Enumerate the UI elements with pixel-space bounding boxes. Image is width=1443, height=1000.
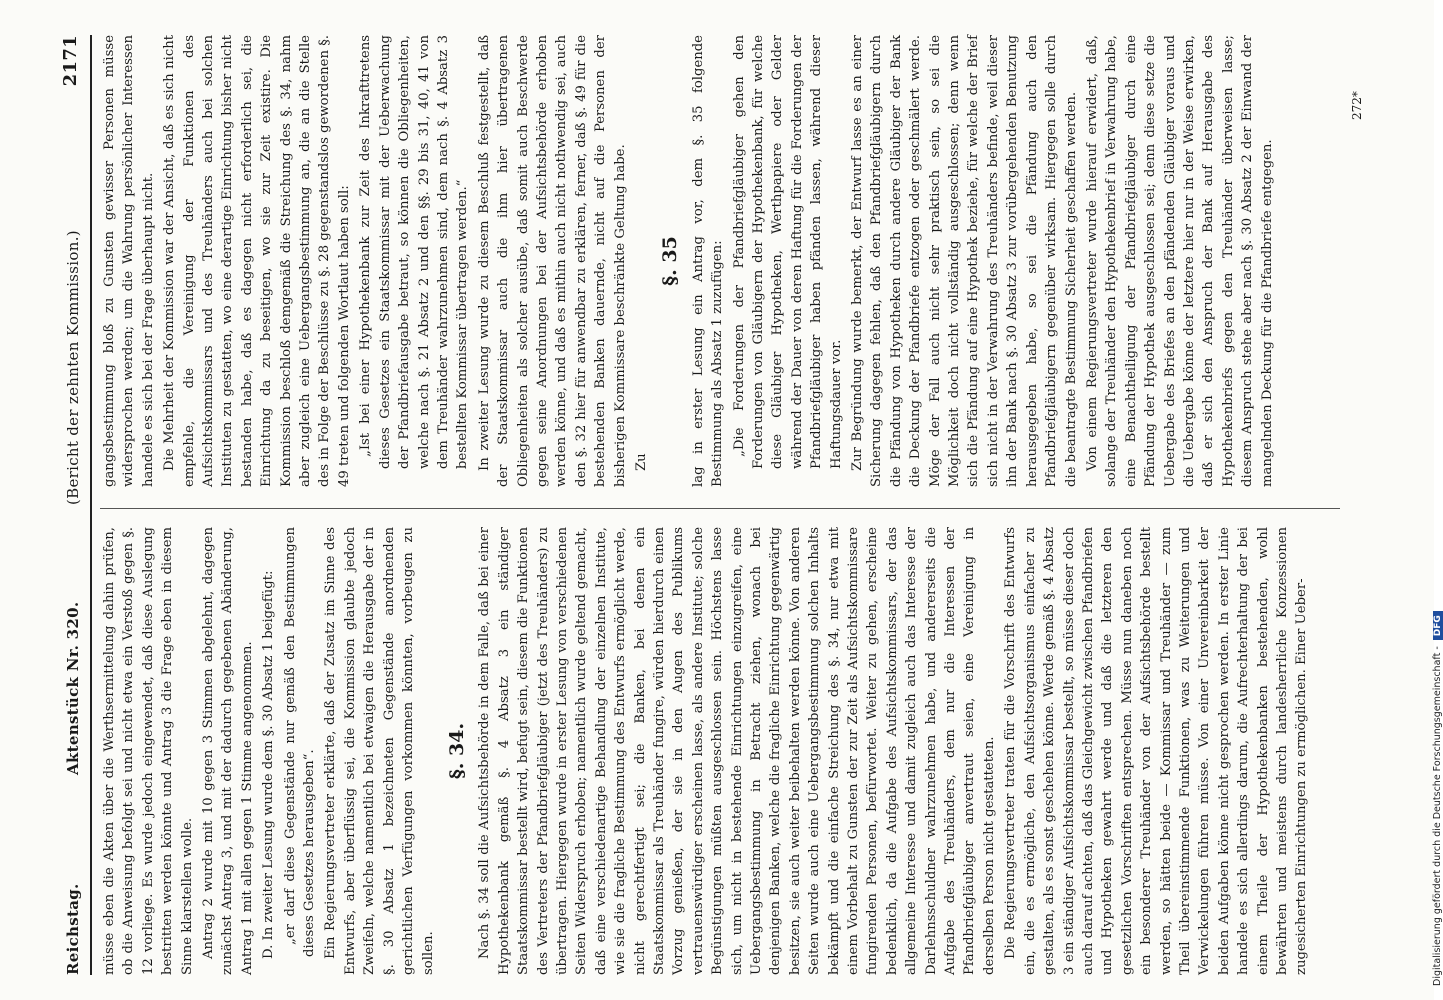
column-divider: [100, 508, 1340, 509]
paragraph: Zur Begründung wurde bemerkt, der Entwurf lasse es an einer Sicherung dagegen fehlen, daß den Pfandbriefgläubigern durch die Pfändung von Hypotheken durch andere Gläubiger der Bank die Deckung der Pfandbriefe entzogen oder geschmälert werde. Möge der Fall auch nicht sehr praktisch sein, so sei die Möglichkeit doch nicht vollständig ausgeschlossen; denn wenn sich die Pfändung auf eine Hypothek beziehe, für welche der Brief sich nicht in der Verwahrung des Treuhänders befinde, weil dieser ihn der Bank nach §. 30 Absatz 3 zur vorübergehenden Benutzung herausgegeben habe, so sei die Pfändung auch den Pfandbriefgläubigern gegenüber wirksam. Hiergegen solle durch die beantragte Bestimmung Sicherheit geschaffen werden.: [850, 35, 1079, 487]
paragraph: Nach §. 34 soll die Aufsichtsbehörde in dem Falle, daß bei einer Hypothekenbank gemäß §. 4 Absatz 3 ein ständiger Staatskommissar bestellt wird, befugt sein, diesem die Funktionen des Vertreters der Pfandbriefgläubiger (jetzt des Treuhänders) zu übertragen. Hiergegen wurde in erster Lesung von verschiedenen Seiten Widerspruch erhoben; namentlich wurde geltend gemacht, daß eine verschiedenartige Behandlung der einzelnen Institute, wie sie die fragliche Bestimmung des Entwurfs ermöglicht werde, nicht gerechtfertigt sei; die Banken, bei denen ein Staatskommissar als Treuhänder fungire, würden hierdurch einen Vorzug genießen, der sie in den Augen des Publikums vertrauenswürdiger erscheinen lasse, als andere Institute; solche Begünstigungen müßten ausgeschlossen sein. Höchstens lasse sich, um nicht in bestehende Einrichtungen einzugreifen, eine Uebergangsbestimmung in Betracht ziehen, wonach bei denjenigen Banken, welche die fragliche Einrichtung gegenwärtig besitzen, sie auch weiter beibehalten werden könne. Von anderen Seiten wurde auch eine Uebergangsbestimmung solchen Inhalts bekämpft und die einfache Streichung des §. 34, nur etwa mit einem Vorbehalt zu Gunsten der zur Zeit als Aufsichtskommissare fungirenden Personen, befürwortet. Weiter zu gehen, erscheine bedenklich, da die Aufgabe des Aufsichtskommissars, der das allgemeine Interesse und damit zugleich auch das Interesse der Darlehnsschuldner wahrzunehmen habe, und andererseits die Aufgabe des Treuhänders, dem nur die Interessen der Pfandbriefgläubiger anvertraut seien, eine Vereinigung in derselben Person nicht gestatteten.: [477, 527, 997, 975]
paragraph: Die Mehrheit der Kommission war der Ansicht, daß es sich nicht empfehle, die Vereinigung der Funktionen des Aufsichtskommissars und des Treuhänders auch bei solchen Instituten zu gestatten, wo eine derartige Einrichtung bisher nicht bestanden habe, daß es dagegen nicht erforderlich sei, die Einrichtung da zu beseitigen, wo sie zur Zeit existire. Die Kommission beschloß demgemäß die Streichung des §. 34, nahm aber zugleich eine Uebergangsbestimmung an, die an die Stelle des in Folge der Beschlüsse zu §. 28 gegenstandslos gewordenen §. 49 treten und folgenden Wortlaut haben soll:: [162, 35, 352, 487]
signature-mark: 272*: [1350, 91, 1364, 120]
section-heading: §. 35: [659, 236, 682, 286]
header-report-title: (Bericht der zehnten Kommission.): [64, 230, 82, 505]
paragraph: D. In zweiter Lesung wurde dem §. 30 Absatz 1 beigefügt:: [261, 570, 277, 959]
paragraph: In zweiter Lesung wurde zu diesem Beschluß festgestellt, daß der Staatskommissar auch die ihm hier übertragenen Obliegenheiten als solcher ausübe, daß somit auch Beschwerde gegen seine Anordnungen bei der Aufsichtsbehörde erhoben werden könne, und daß es mithin auch nicht nothwendig sei, auch den §. 32 hier für anwendbar zu erklären, ferner, daß §. 49 für die bestehenden Banken dauernde, nicht auf die Personen der bisherigen Kommissare beschränkte Geltung habe.: [476, 35, 628, 487]
header-document-number: Aktenstück Nr. 320.: [64, 601, 82, 775]
page-number: 2171: [60, 35, 81, 87]
paragraph: lag in erster Lesung ein Antrag vor, dem §. 35 folgende Bestimmung als Absatz 1 zuzufügen:: [690, 35, 726, 487]
quoted-paragraph: „Ist bei einer Hypothekenbank zur Zeit des Inkrafttretens dieses Gesetzes ein Staatskommissar mit der Ueberwachung der Pfandbriefausgabe betraut, so können die Obliegenheiten, welche nach §. 21 Absatz 2 und den §§. 29 bis 31, 40, 41 von dem Treuhänder wahrzunehmen sind, dem nach §. 4 Absatz 3 bestellten Kommissar übertragen werden.“: [358, 35, 471, 469]
paragraph: Die Regierungsvertreter traten für die Vorschrift des Entwurfs ein, die es ermögliche, den Aufsichtsorganismus einfacher zu gestalten, als es sonst geschehen könne. Werde gemäß §. 4 Absatz 3 ein ständiger Aufsichtskommissar bestellt, so müsse dieser doch auch darauf achten, daß das Gleichgewicht zwischen Pfandbriefen und Hypotheken gewahrt werde und daß die letzteren den gesetzlichen Vorschriften entsprechen. Müsse nun daneben noch ein besonderer Treuhänder von der Aufsichtsbehörde bestellt werden, so hätten beide — Kommissar und Treuhänder — zum Theil übereinstimmende Funktionen, was zu Weiterungen und Verwickelungen führen müsse. Von einer Unvereinbarkeit der beiden Aufgaben könne nicht gesprochen werden. In erster Linie handele es sich allerdings darum, die Aufrechterhaltung der bei einem Theile der Hypothekenbanken bestehenden, wohl bewährten und meistens durch landesherrliche Konzessionen zugesicherten Einrichtungen zu ermöglichen. Einer Ueber-: [1003, 527, 1310, 975]
right-column: [100, 35, 1370, 487]
header-rule: [90, 35, 92, 975]
section-heading: §. 34.: [445, 722, 468, 780]
funding-text: Digitalisierung gefördert durch die Deutsche Forschungsgemeinschaft -: [1432, 646, 1443, 986]
page-header: [60, 35, 90, 975]
digitization-note: [1418, 6, 1443, 996]
paragraph: Zu: [633, 453, 649, 471]
digitization-note-text: [1432, 6, 1443, 986]
paragraph: Antrag 2 wurde mit 10 gegen 3 Stimmen abgelehnt, dagegen zunächst Antrag 3, und mit der dadurch gegebenen Abänderung, Antrag 1 mit allen gegen 1 Stimme angenommen.: [201, 527, 255, 975]
dfg-logo: DFG: [1433, 611, 1443, 640]
rotated-page-content: [60, 35, 1380, 975]
paragraph: müsse eben die Akten über die Werthsermittelung dahin prüfen, ob die Anweisung befolgt sei und nicht etwa ein Verstoß gegen §. 12 vorliege. Es wurde jedoch eingewendet, daß diese Auslegung bestritten werden könnte und Antrag 3 die Frage eben in diesem Sinne klarstellen wolle.: [102, 527, 195, 975]
left-column: [100, 527, 1370, 975]
paragraph: Ein Regierungsvertreter erklärte, daß der Zusatz im Sinne des Entwurfs, aber überflüssig sei, die Kommission glaubte jedoch Zweifeln, welche namentlich bei etwaigen die Herausgabe der in §. 30 Absatz 1 bezeichneten Gegenstände anordnenden gerichtlichen Verfügungen vorkommen könnten, vorbeugen zu sollen.: [323, 527, 436, 975]
paragraph: Von einem Regierungsvertreter wurde hierauf erwidert, daß, solange der Treuhänder den Hypothekenbrief in Verwahrung habe, eine Benachtheiligung der Pfandbriefgläubiger durch eine Pfändung der Hypothek ausgeschlossen sei; denn diese setze die Uebergabe des Briefes an den pfändenden Gläubiger voraus und die Uebergabe könne der letztere hier nur in der Weise erwirken, daß er sich den Anspruch der Bank auf Herausgabe des Hypothekenbriefs gegen den Treuhänder überweisen lasse; diesem Anspruch stehe aber nach §. 30 Absatz 2 der Einwand der mangelnden Deckung für die Pfandbriefe entgegen.: [1084, 35, 1275, 487]
paragraph: gangsbestimmung bloß zu Gunsten gewisser Personen müsse widersprochen werden; um die Wahrung persönlicher Interessen handele es sich bei der Frage überhaupt nicht.: [102, 35, 156, 487]
quoted-paragraph: „er darf diese Gegenstände nur gemäß den Bestimmungen dieses Gesetzes herausgeben“.: [282, 527, 318, 957]
header-left: Reichstag.: [64, 883, 82, 975]
quoted-paragraph: „Die Forderungen der Pfandbriefgläubiger gehen den Forderungen von Gläubigern der Hypothekenbank, für welche diese Gläubiger Hypotheken, Werthpapiere oder Gelder während der Dauer von deren Haftung für die Forderungen der Pfandbriefgläubiger haben pfänden lassen, während dieser Haftungsdauer vor.: [731, 35, 844, 469]
